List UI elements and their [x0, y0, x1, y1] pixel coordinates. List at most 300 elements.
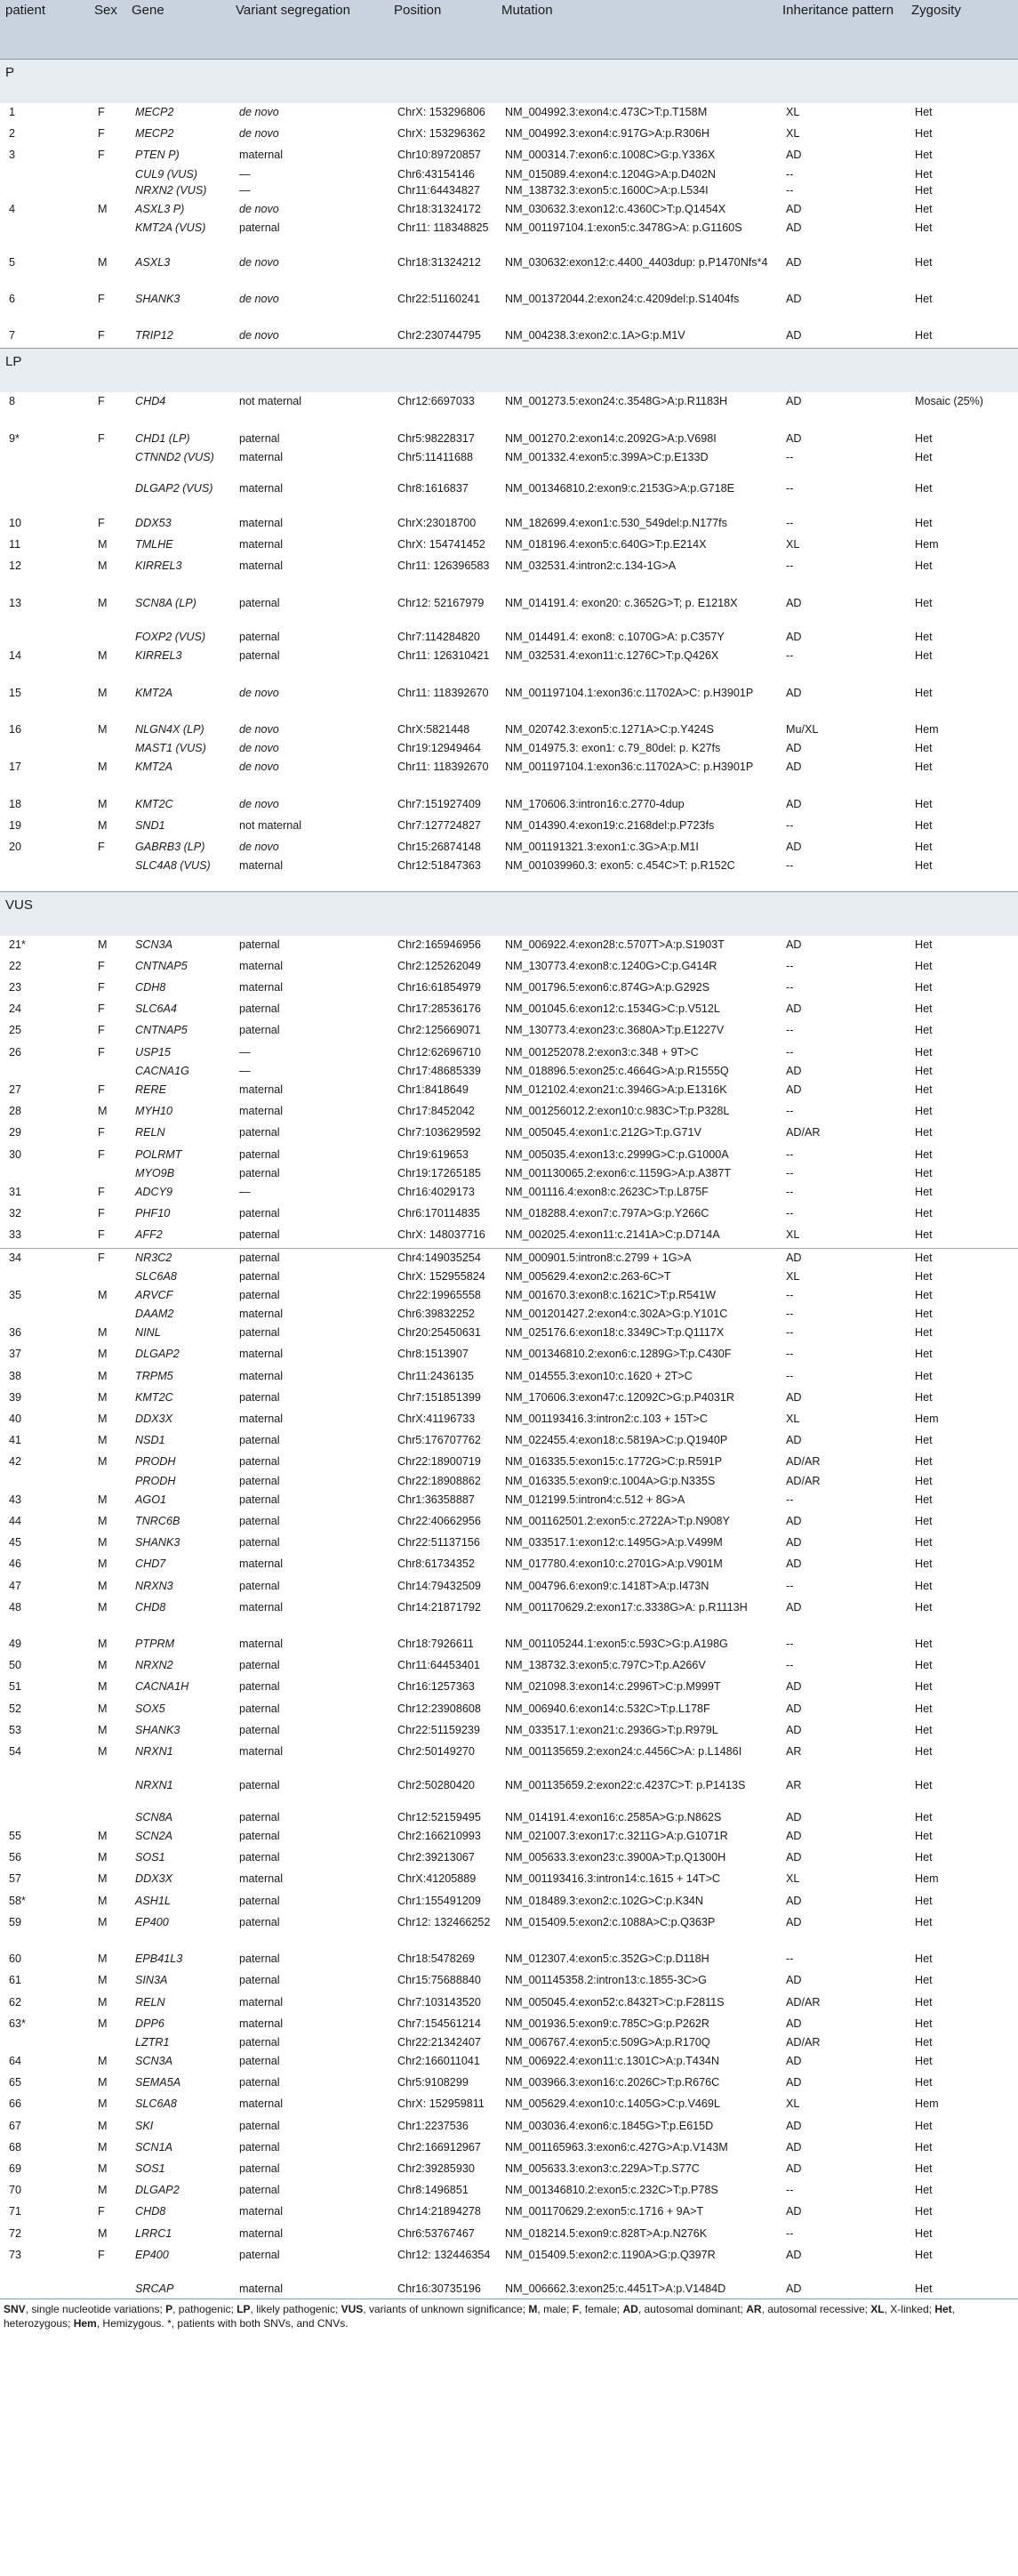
- sex-cell: F: [98, 2205, 105, 2218]
- sex-cell: [89, 1308, 126, 1324]
- zygosity-cell: Het: [915, 859, 933, 873]
- sex-cell: [89, 859, 126, 891]
- sex-cell: F: [98, 1083, 105, 1096]
- zygosity-cell: Het: [915, 2162, 933, 2175]
- sex-cell: [89, 2036, 126, 2052]
- gene-cell: ASXL3: [135, 255, 171, 269]
- mutation-cell: NM_001116.4:exon8:c.2623C>T:p.L875F: [505, 1185, 709, 1198]
- inheritance-cell: AD: [786, 2282, 802, 2296]
- inheritance-cell: AD: [786, 938, 802, 951]
- patient-cell: 14: [9, 649, 22, 663]
- position-cell: Chr1:155491209: [397, 1894, 481, 1907]
- inheritance-cell: Mu/XL: [786, 722, 819, 736]
- mutation-cell: NM_005633.3:exon23:c.3900A>T:p.Q1300H: [505, 1851, 726, 1864]
- position-cell: Chr11: 126310421: [397, 649, 490, 663]
- patient-cell: 72: [9, 2226, 22, 2240]
- mutation-cell: NM_000314.7:exon6:c.1008C>G:p.Y336X: [505, 149, 716, 162]
- patient-cell: 71: [9, 2205, 22, 2218]
- zygosity-cell: Het: [915, 631, 933, 643]
- gene-cell: SRCAP: [135, 2282, 174, 2296]
- mutation-cell: NM_001346810.2:exon6:c.1289G>T:p.C430F: [505, 1348, 732, 1361]
- position-cell: Chr18:31324172: [397, 202, 481, 215]
- gene-cell: CHD4: [135, 395, 166, 408]
- sex-cell: M: [98, 538, 108, 551]
- position-cell: ChrX:5821448: [397, 722, 470, 736]
- header-cell: Gene: [126, 0, 230, 60]
- gene-cell: AFF2: [135, 1228, 163, 1242]
- zygosity-cell: Het: [915, 1829, 933, 1842]
- segregation-cell: paternal: [239, 2119, 280, 2132]
- inheritance-cell: AD: [786, 431, 802, 445]
- patient-cell: 35: [9, 1288, 22, 1301]
- patient-cell: [0, 1270, 89, 1286]
- patient-cell: 30: [9, 1147, 22, 1161]
- section-label: VUS: [0, 891, 1018, 936]
- zygosity-cell: Het: [915, 1269, 933, 1283]
- sex-cell: F: [98, 1147, 105, 1161]
- patient-cell: 58*: [9, 1894, 26, 1907]
- mutation-cell: NM_004992.3:exon4:c.473C>T:p.T158M: [505, 106, 708, 118]
- position-cell: Chr22:40662956: [397, 1514, 481, 1527]
- table-row: [0, 2225, 1018, 2246]
- gene-cell: SKI: [135, 2119, 154, 2132]
- position-cell: Chr22:18900719: [397, 1455, 481, 1469]
- zygosity-cell: Het: [915, 1810, 933, 1823]
- mutation-cell: NM_005045.4:exon52:c.8432T>C:p.F2811S: [505, 1995, 725, 2008]
- gene-cell: DDX3X: [135, 1413, 172, 1425]
- patient-cell: 19: [9, 818, 22, 832]
- sex-cell: M: [98, 1105, 108, 1118]
- table-row: [0, 2246, 1018, 2282]
- patient-cell: 4: [9, 202, 16, 215]
- patient-cell: 6: [9, 292, 16, 305]
- zygosity-cell: Het: [915, 1745, 933, 1759]
- table-row: [0, 1491, 1018, 1512]
- patient-cell: 31: [9, 1185, 22, 1198]
- patient-cell: 44: [9, 1514, 22, 1527]
- zygosity-cell: Het: [915, 1105, 933, 1118]
- segregation-cell: paternal: [239, 1810, 280, 1823]
- gene-cell: SLC4A8 (VUS): [135, 859, 211, 873]
- mutation-cell: NM_001162501.2:exon5:c.2722A>T:p.N908Y: [505, 1514, 730, 1527]
- sex-cell: [89, 1779, 126, 1810]
- patient-cell: 68: [9, 2140, 22, 2153]
- gene-cell: SEMA5A: [135, 2076, 181, 2089]
- inheritance-cell: --: [786, 1326, 794, 1340]
- patient-cell: 34: [0, 1248, 89, 1270]
- zygosity-cell: Het: [915, 1723, 933, 1736]
- segregation-cell: paternal: [239, 2035, 280, 2049]
- zygosity-cell: Het: [915, 1600, 933, 1614]
- table-row: [0, 1475, 1018, 1491]
- sex-cell: M: [98, 1894, 108, 1907]
- zygosity-cell: Het: [915, 1207, 933, 1220]
- zygosity-cell: Het: [915, 761, 933, 774]
- sex-cell: M: [98, 255, 108, 269]
- inheritance-cell: AD: [786, 631, 802, 643]
- zygosity-cell: Het: [915, 1579, 933, 1592]
- sex-cell: M: [98, 1915, 108, 1928]
- gene-cell: SCN3A: [135, 938, 172, 951]
- sex-cell: [89, 184, 126, 200]
- gene-cell: SHANK3: [135, 292, 180, 305]
- gene-cell: PHF10: [135, 1207, 171, 1220]
- sex-cell: M: [98, 1558, 108, 1571]
- mutation-cell: NM_001135659.2:exon24:c.4456C>A: p.L1486I: [505, 1745, 742, 1759]
- position-cell: Chr11: 118392670: [397, 686, 489, 699]
- inheritance-cell: AD: [786, 1702, 802, 1715]
- table-row: [0, 451, 1018, 482]
- segregation-cell: paternal: [239, 1514, 280, 1527]
- zygosity-cell: Het: [915, 1638, 933, 1651]
- patient-cell: 5: [9, 255, 16, 269]
- gene-cell: SHANK3: [135, 1723, 180, 1736]
- segregation-cell: paternal: [239, 1659, 280, 1672]
- inheritance-cell: --: [786, 859, 794, 873]
- patient-cell: 65: [9, 2076, 22, 2089]
- gene-cell: MECP2: [135, 127, 174, 141]
- zygosity-cell: Het: [915, 1974, 933, 1987]
- table-row: [0, 795, 1018, 817]
- position-cell: Chr12: 132466252: [397, 1915, 491, 1928]
- zygosity-cell: Het: [915, 2184, 933, 2197]
- table-row: [0, 200, 1018, 221]
- table-row: [0, 125, 1018, 146]
- mutation-cell: NM_001197104.1:exon36:c.11702A>C: p.H3901P: [505, 686, 754, 699]
- mutation-cell: NM_001252078.2:exon3:c.348 + 9T>C: [505, 1045, 699, 1059]
- patient-cell: [0, 1811, 89, 1827]
- mutation-cell: NM_001135659.2:exon22:c.4237C>T: p.P1413S: [505, 1779, 746, 1792]
- position-cell: Chr2:166011041: [397, 2055, 480, 2068]
- table-row: [0, 1892, 1018, 1913]
- table-row: [0, 1743, 1018, 1779]
- zygosity-cell: Het: [915, 329, 933, 342]
- patient-cell: 20: [9, 841, 22, 854]
- table-row: [0, 1913, 1018, 1950]
- inheritance-cell: XL: [786, 1269, 800, 1283]
- inheritance-cell: --: [786, 959, 794, 972]
- zygosity-cell: Het: [915, 818, 933, 832]
- segregation-cell: maternal: [239, 1745, 283, 1759]
- sex-cell: F: [98, 959, 105, 972]
- sex-cell: M: [98, 1493, 108, 1506]
- patient-cell: 50: [9, 1659, 22, 1672]
- mutation-cell: NM_001170629.2:exon17:c.3338G>A: p.R1113H: [505, 1600, 748, 1614]
- position-cell: Chr8:1513907: [397, 1348, 469, 1361]
- inheritance-cell: --: [786, 818, 794, 832]
- table-row: [0, 1779, 1018, 1810]
- zygosity-cell: Het: [915, 1369, 933, 1382]
- segregation-cell: paternal: [239, 2140, 280, 2153]
- table-row: [0, 1183, 1018, 1204]
- inheritance-cell: AD: [786, 1974, 802, 1987]
- patient-cell: 8: [9, 395, 16, 408]
- segregation-cell: de novo: [239, 797, 279, 810]
- table-row: [0, 1367, 1018, 1389]
- sex-cell: M: [98, 1702, 108, 1715]
- mutation-cell: NM_001332.4:exon5:c.399A>C:p.E133D: [505, 451, 709, 464]
- sex-cell: [89, 742, 126, 758]
- inheritance-cell: AD: [786, 395, 802, 408]
- zygosity-cell: Het: [915, 2119, 933, 2132]
- zygosity-cell: Hem: [915, 538, 939, 551]
- table-row: [0, 1389, 1018, 1410]
- patient-cell: 54: [9, 1745, 22, 1759]
- zygosity-cell: Het: [915, 1064, 933, 1077]
- gene-cell: CACNA1H: [135, 1680, 189, 1694]
- position-cell: Chr10:89720857: [397, 149, 481, 162]
- segregation-cell: paternal: [230, 1248, 389, 1270]
- position-cell: Chr11: 118392670: [397, 761, 489, 774]
- table-row: [0, 859, 1018, 891]
- inheritance-cell: AD: [786, 1002, 802, 1016]
- patient-cell: 62: [9, 1995, 22, 2008]
- sex-cell: M: [98, 1659, 108, 1672]
- segregation-cell: paternal: [239, 1894, 280, 1907]
- zygosity-cell: Het: [915, 1680, 933, 1694]
- patient-cell: 22: [9, 959, 22, 972]
- inheritance-cell: AD/AR: [786, 1455, 821, 1469]
- sex-cell: M: [98, 1413, 108, 1425]
- header-cell: Zygosity: [906, 0, 1018, 60]
- inheritance-cell: AD: [777, 1248, 906, 1270]
- gene-cell: CNTNAP5: [135, 959, 188, 972]
- patient-cell: 25: [9, 1024, 22, 1037]
- table-row: [0, 1993, 1018, 2015]
- table-row: [0, 1577, 1018, 1598]
- segregation-cell: paternal: [239, 1702, 280, 1715]
- inheritance-cell: AD: [786, 2140, 802, 2153]
- mutation-cell: NM_001936.5:exon9:c.785C>G:p.P262R: [505, 2017, 709, 2030]
- gene-cell: NLGN4X (LP): [135, 722, 204, 736]
- table-row: [0, 1345, 1018, 1366]
- patient-cell: 9*: [9, 431, 20, 445]
- segregation-cell: paternal: [239, 1390, 280, 1404]
- zygosity-cell: Het: [915, 1126, 933, 1139]
- mutation-cell: NM_001193416.3:intron2:c.103 + 15T>C: [505, 1413, 709, 1425]
- patient-cell: 46: [9, 1558, 22, 1571]
- patient-cell: [0, 221, 89, 253]
- position-cell: Chr11:64434827: [397, 183, 480, 197]
- mutation-cell: NM_004992.3:exon4:c.917G>A:p.R306H: [505, 127, 709, 141]
- table-row: [0, 1721, 1018, 1743]
- table-row: [0, 1635, 1018, 1656]
- table-row: [0, 1146, 1018, 1167]
- mutation-cell: NM_001045.6:exon12:c.1534G>C:p.V512L: [505, 1002, 720, 1016]
- position-cell: Chr14:79432509: [397, 1579, 481, 1592]
- position-cell: Chr12: 52167979: [397, 596, 485, 609]
- zygosity-cell: Het: [915, 1185, 933, 1198]
- gene-cell: SCN8A: [135, 1810, 172, 1823]
- position-cell: Chr5:11411688: [397, 451, 473, 464]
- inheritance-cell: XL: [786, 538, 800, 551]
- inheritance-cell: AD: [786, 255, 802, 269]
- zygosity-cell: Het: [915, 596, 933, 609]
- sex-cell: M: [98, 686, 108, 699]
- patient-cell: 70: [9, 2184, 22, 2197]
- inheritance-cell: AD: [786, 1434, 802, 1447]
- table-row: [0, 326, 1018, 349]
- zygosity-cell: Het: [915, 202, 933, 215]
- zygosity-cell: Het: [915, 1288, 933, 1301]
- position-cell: Chr18:5478269: [397, 1952, 475, 1966]
- sex-cell: M: [98, 1455, 108, 1469]
- zygosity-cell: Het: [915, 516, 933, 529]
- table-row: [0, 2095, 1018, 2116]
- zygosity-cell: Het: [915, 1002, 933, 1016]
- gene-cell: CHD8: [135, 1600, 166, 1614]
- zygosity-cell: Het: [915, 1308, 933, 1321]
- table-row: [0, 1000, 1018, 1021]
- segregation-cell: paternal: [239, 1326, 280, 1340]
- gene-cell: SCN2A: [135, 1829, 172, 1842]
- inheritance-cell: XL: [786, 2097, 800, 2111]
- segregation-cell: paternal: [239, 2055, 280, 2068]
- patient-cell: [0, 859, 89, 891]
- mutation-cell: NM_138732.3:exon5:c.1600C>A:p.L534I: [505, 183, 709, 197]
- gene-cell: NRXN1: [135, 1779, 173, 1792]
- inheritance-cell: --: [786, 1166, 794, 1179]
- inheritance-cell: AD: [786, 1915, 802, 1928]
- table-row: [0, 742, 1018, 758]
- mutation-cell: NM_018896.5:exon25:c.4664G>A:p.R1555Q: [505, 1064, 729, 1077]
- segregation-cell: —: [239, 1064, 251, 1077]
- segregation-cell: paternal: [239, 431, 280, 445]
- gene-cell: SOX5: [135, 1702, 165, 1715]
- gene-cell: DPP6: [135, 2017, 164, 2030]
- position-cell: Chr2:39213067: [397, 1851, 475, 1864]
- table-row: [0, 978, 1018, 1000]
- header-cell: patient: [0, 0, 89, 60]
- header-cell: Sex: [89, 0, 126, 60]
- mutation-cell: NM_012102.4:exon21:c.3946G>A:p.E1316K: [505, 1083, 727, 1096]
- gene-cell: GABRB3 (LP): [135, 841, 205, 854]
- gene-cell: KIRREL3: [135, 559, 182, 573]
- gene-cell: ADCY9: [135, 1185, 172, 1198]
- inheritance-cell: AR: [786, 1745, 802, 1759]
- zygosity-cell: Het: [906, 1248, 1018, 1270]
- sex-cell: M: [98, 797, 108, 810]
- gene-cell: NR3C2: [126, 1248, 230, 1270]
- position-cell: Chr1:8418649: [397, 1083, 469, 1096]
- gene-cell: CACNA1G: [135, 1064, 189, 1077]
- gene-cell: KMT2A: [135, 686, 172, 699]
- patient-cell: 63*: [9, 2017, 26, 2030]
- position-cell: Chr12:6697033: [397, 395, 475, 408]
- segregation-cell: maternal: [239, 559, 283, 573]
- segregation-cell: —: [239, 1185, 251, 1198]
- zygosity-cell: Het: [915, 183, 933, 197]
- position-cell: Chr2:125262049: [397, 959, 481, 972]
- patient-cell: 51: [9, 1680, 22, 1694]
- zygosity-cell: Hem: [915, 1872, 939, 1886]
- gene-cell: NRXN1: [135, 1745, 173, 1759]
- mutation-cell: NM_012307.4:exon5:c.352G>C:p.D118H: [505, 1952, 709, 1966]
- segregation-cell: maternal: [239, 1369, 283, 1382]
- position-cell: Chr11:64453401: [397, 1659, 480, 1672]
- zygosity-cell: Hem: [915, 1413, 939, 1425]
- segregation-cell: paternal: [239, 221, 280, 235]
- patient-cell: 66: [9, 2097, 22, 2111]
- sex-cell: M: [98, 2076, 108, 2089]
- table-row: [0, 1167, 1018, 1183]
- segregation-cell: maternal: [239, 1308, 283, 1321]
- position-cell: Chr7:103629592: [397, 1126, 481, 1139]
- mutation-cell: NM_033517.1:exon21:c.2936G>T:p.R979L: [505, 1723, 718, 1736]
- zygosity-cell: Het: [915, 2076, 933, 2089]
- sex-cell: M: [98, 938, 108, 951]
- position-cell: Chr2:166210993: [397, 1829, 481, 1842]
- inheritance-cell: --: [786, 981, 794, 994]
- mutation-cell: NM_130773.4:exon8:c.1240G>C:p.G414R: [505, 959, 717, 972]
- patient-cell: 36: [9, 1326, 22, 1340]
- gene-cell: CHD8: [135, 2205, 166, 2218]
- segregation-cell: de novo: [239, 106, 279, 118]
- position-cell: Chr5:9108299: [397, 2076, 469, 2089]
- position-cell: Chr22:19965558: [397, 1288, 481, 1301]
- table-body: [0, 60, 1018, 2299]
- table-row: [0, 184, 1018, 200]
- gene-cell: KMT2A (VUS): [135, 221, 206, 235]
- patient-cell: [0, 742, 89, 758]
- sex-cell: F: [98, 1228, 105, 1242]
- table-row: [0, 535, 1018, 557]
- inheritance-cell: AD: [786, 221, 802, 235]
- position-cell: Chr4:149035254: [389, 1248, 496, 1270]
- segregation-cell: not maternal: [239, 395, 302, 408]
- segregation-cell: not maternal: [239, 818, 302, 832]
- inheritance-cell: --: [786, 183, 794, 197]
- sex-cell: M: [98, 1995, 108, 2008]
- zygosity-cell: Het: [915, 841, 933, 854]
- segregation-cell: maternal: [239, 538, 283, 551]
- mutation-cell: NM_005035.4:exon13:c.2999G>C:p.G1000A: [505, 1147, 729, 1161]
- table-row: [0, 2015, 1018, 2036]
- segregation-cell: de novo: [239, 722, 279, 736]
- position-cell: Chr22:21342407: [397, 2035, 481, 2049]
- inheritance-cell: --: [786, 167, 794, 181]
- mutation-cell: NM_033517.1:exon12:c.1495G>A:p.V499M: [505, 1536, 723, 1550]
- inheritance-cell: AD: [786, 1514, 802, 1527]
- patient-cell: 26: [9, 1045, 22, 1059]
- segregation-cell: paternal: [239, 1207, 280, 1220]
- mutation-cell: NM_006922.4:exon11:c.1301C>A:p.T434N: [505, 2055, 719, 2068]
- inheritance-cell: AD: [786, 1723, 802, 1736]
- table-row: [0, 2202, 1018, 2224]
- position-cell: Chr19:12949464: [397, 742, 481, 755]
- segregation-cell: paternal: [239, 1536, 280, 1550]
- patient-cell: 24: [9, 1002, 22, 1016]
- patient-cell: 39: [9, 1390, 22, 1404]
- table-row: [0, 1598, 1018, 1635]
- mutation-cell: NM_014491.4: exon8: c.1070G>A: p.C357Y: [505, 631, 725, 643]
- zygosity-cell: Het: [915, 167, 933, 181]
- position-cell: ChrX: 153296806: [397, 106, 485, 118]
- mutation-cell: NM_018196.4:exon5:c.640G>T:p.E214X: [505, 538, 707, 551]
- sex-cell: M: [98, 2017, 108, 2030]
- segregation-cell: paternal: [239, 2184, 280, 2197]
- inheritance-cell: XL: [786, 106, 800, 118]
- gene-cell: USP15: [135, 1045, 171, 1059]
- patient-cell: 16: [9, 722, 22, 736]
- sex-cell: F: [98, 1207, 105, 1220]
- mutation-cell: NM_015089.4:exon4:c.1204G>A:p.D402N: [505, 167, 716, 181]
- table-row: [0, 594, 1018, 631]
- zygosity-cell: Het: [915, 649, 933, 663]
- gene-cell: NRXN2: [135, 1659, 173, 1672]
- inheritance-cell: AD: [786, 2017, 802, 2030]
- zygosity-cell: Het: [915, 2248, 933, 2261]
